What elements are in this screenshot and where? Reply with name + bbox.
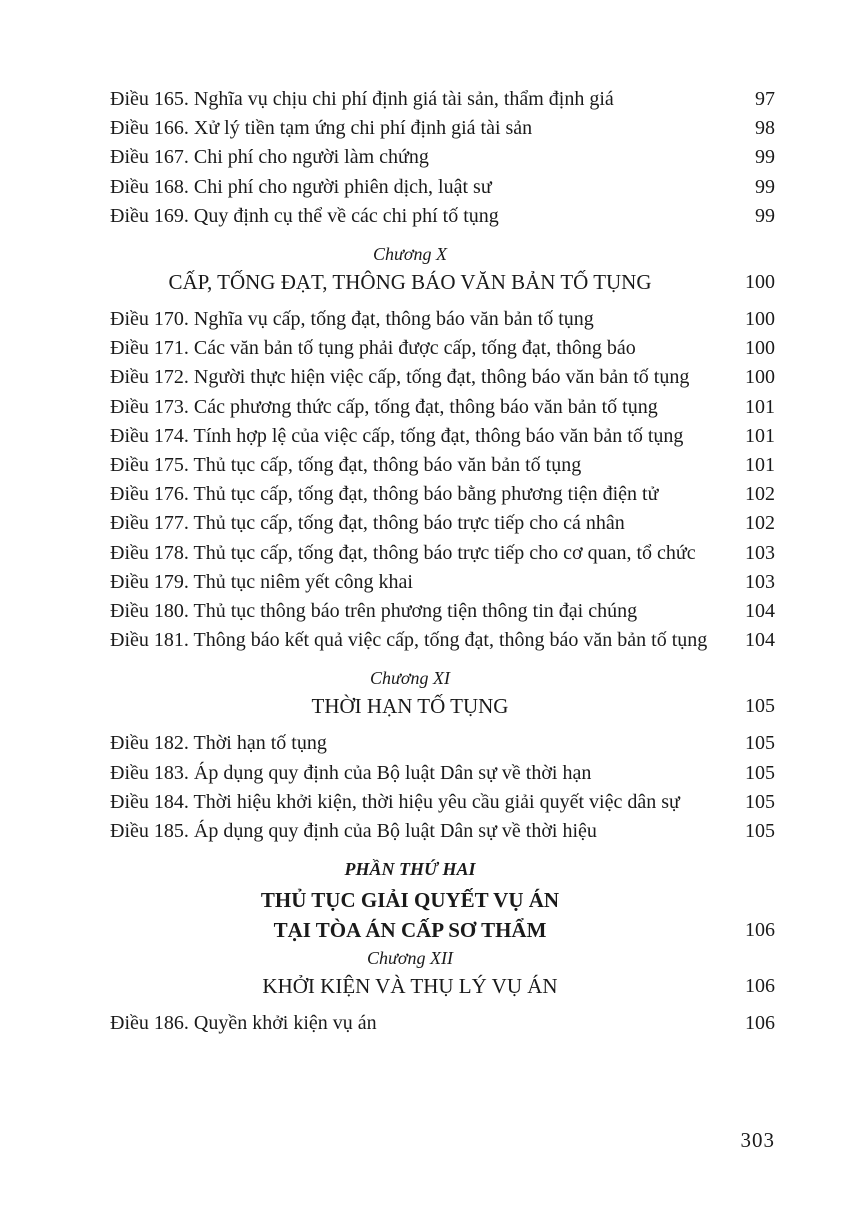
chapter-title [110,690,775,722]
toc-entry-page: 100 [745,337,775,360]
part-label: PHẦN THỨ HAI [344,859,476,880]
toc-entry [110,114,775,143]
toc-entry-page: 104 [745,600,775,622]
part-title-line: TẠI TÒA ÁN CẤP SƠ THẨM [273,918,547,943]
toc-entry-title: Điều 181. Thông báo kết quả việc cấp, tống đạt, thông báo văn bản tố tụng [110,629,708,652]
toc-entry [110,1009,775,1038]
toc-entry [110,759,775,788]
part-title-line: THỦ TỤC GIẢI QUYẾT VỤ ÁN [260,888,560,913]
chapter-title-page: 105 [745,695,775,718]
toc-entry-title: Điều 184. Thời hiệu khởi kiện, thời hiệu yêu cầu giải quyết việc dân sự [110,790,680,813]
toc-entry-page: 101 [745,424,775,447]
toc-entry-page: 104 [745,629,775,652]
toc-entry-page: 99 [755,146,775,169]
chapter-label: Chương X [373,244,447,264]
toc-entry [110,539,775,568]
toc-entry [110,305,775,334]
toc-entry-page: 100 [745,366,775,389]
toc-entry-page: 103 [745,541,775,564]
toc-entry [110,626,775,655]
chapter-title-page: 106 [745,975,775,998]
toc-entry [110,817,775,846]
page-number: 303 [740,1128,775,1152]
toc-entry-title: Điều 168. Chi phí cho người phiên dịch, luật sư [110,175,492,198]
toc-entry-title: Điều 180. Thủ tục thông báo trên phương tiện thông tin đại chúng [110,600,638,622]
toc-entry-title: Điều 174. Tính hợp lệ của việc cấp, tống đạt, thông báo văn bản tố tụng [110,424,684,447]
toc-entry-title: Điều 176. Thủ tục cấp, tống đạt, thông báo bằng phương tiện điện tử [110,483,659,506]
toc-entry-title: Điều 167. Chi phí cho người làm chứng [110,146,429,169]
toc-entry [110,729,775,758]
chapter-label: Chương XII [367,948,453,969]
toc-entry-title: Điều 177. Thủ tục cấp, tống đạt, thông báo trực tiếp cho cá nhân [110,512,625,535]
chapter-title-text: THỜI HẠN TỐ TỤNG [311,694,509,719]
toc-entry [110,509,775,538]
chapter-title [110,970,775,1002]
toc-entry-title: Điều 165. Nghĩa vụ chịu chi phí định giá tài sản, thẩm định giá [110,88,614,110]
toc-entry [110,143,775,172]
toc-entry-page: 102 [745,512,775,535]
toc-entry-page: 99 [755,204,775,227]
chapter-title-text: CẤP, TỐNG ĐẠT, THÔNG BÁO VĂN BẢN TỐ TỤNG [168,270,652,294]
toc-entry-page: 98 [755,117,775,140]
toc-entry-page: 101 [745,395,775,418]
chapter-title [110,266,775,298]
toc-entry-title: Điều 175. Thủ tục cấp, tống đạt, thông báo văn bản tố tụng [110,454,582,476]
toc-entry-page: 101 [745,454,775,476]
toc-entry [110,334,775,363]
toc-entry [110,173,775,202]
toc-entry [110,480,775,509]
toc-entry-page: 105 [745,820,775,842]
toc-entry-title: Điều 170. Nghĩa vụ cấp, tống đạt, thông báo văn bản tố tụng [110,308,594,330]
toc-entry-title: Điều 171. Các văn bản tố tụng phải được cấp, tống đạt, thông báo [110,337,636,360]
toc-entry-page: 105 [745,761,775,784]
toc-entry-title: Điều 183. Áp dụng quy định của Bộ luật Dân sự về thời hạn [110,761,592,784]
toc-entry-page: 103 [745,570,775,593]
toc-entry-title: Điều 185. Áp dụng quy định của Bộ luật Dân sự về thời hiệu [110,820,597,842]
toc-entry [110,788,775,817]
toc-entry [110,451,775,480]
toc-entry [110,393,775,422]
toc-entry-page: 99 [755,175,775,198]
toc-entry-title: Điều 173. Các phương thức cấp, tống đạt, thông báo văn bản tố tụng [110,395,658,418]
toc-entry-page: 102 [745,483,775,506]
toc-entry-title: Điều 186. Quyền khởi kiện vụ án [110,1012,377,1035]
toc-entry-title: Điều 178. Thủ tục cấp, tống đạt, thông báo trực tiếp cho cơ quan, tổ chức [110,541,696,564]
toc-entry-page: 105 [745,790,775,813]
toc-entry-title: Điều 169. Quy định cụ thể về các chi phí tố tụng [110,204,499,227]
toc-entry-title: Điều 166. Xử lý tiền tạm ứng chi phí định giá tài sản [110,117,533,140]
toc-entry-title: Điều 182. Thời hạn tố tụng [110,732,327,755]
chapter-label: Chương XI [370,668,450,689]
toc-entry-title: Điều 172. Người thực hiện việc cấp, tống đạt, thông báo văn bản tố tụng [110,366,690,389]
toc-entry [110,363,775,392]
toc-entry-title: Điều 179. Thủ tục niêm yết công khai [110,570,413,593]
toc-entry [110,422,775,451]
toc-entry [110,597,775,626]
toc-entry [110,202,775,231]
toc-entry-page: 105 [745,732,775,755]
toc-entry-page: 100 [745,308,775,330]
toc-entry [110,85,775,114]
chapter-title-page: 100 [745,271,775,293]
part-title-page: 106 [745,919,775,942]
toc-entry [110,568,775,597]
toc-entry-page: 97 [755,88,775,110]
toc-entry-page: 106 [745,1012,775,1035]
chapter-title-text: KHỞI KIỆN VÀ THỤ LÝ VỤ ÁN [262,974,558,999]
